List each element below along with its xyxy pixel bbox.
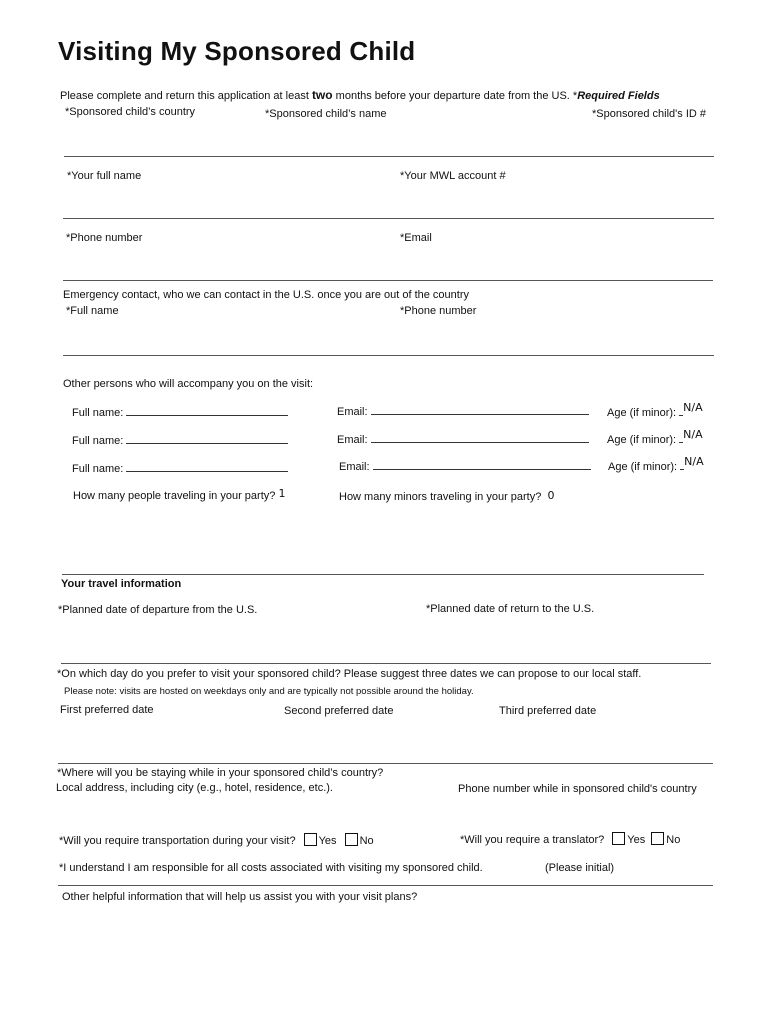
intro-text bbox=[60, 88, 660, 102]
transport-no-checkbox[interactable] bbox=[345, 833, 358, 846]
transport-no-label: No bbox=[359, 835, 374, 847]
companion-email-blank[interactable] bbox=[371, 432, 589, 443]
companion-2-email[interactable] bbox=[337, 432, 589, 446]
companion-age-value: N/A bbox=[683, 401, 703, 414]
party-size-question bbox=[73, 489, 285, 502]
second-date-label: Second preferred date bbox=[284, 705, 394, 717]
companion-age-label: Age (if minor): bbox=[607, 407, 677, 419]
intro-before: Please complete and return this application at least bbox=[60, 90, 312, 102]
transport-yes-label: Yes bbox=[318, 835, 337, 847]
visit-question: *On which day do you prefer to visit your sponsored child? Please suggest three dates we can propose to our local staff. bbox=[57, 668, 642, 680]
companion-email-label: Email: bbox=[339, 461, 370, 473]
companion-1-email[interactable] bbox=[337, 404, 589, 418]
companions-line bbox=[62, 574, 704, 575]
other-info-label: Other helpful information that will help us assist you with your visit plans? bbox=[62, 891, 418, 903]
companion-2-name[interactable] bbox=[72, 433, 288, 447]
email-label: *Email bbox=[400, 232, 432, 244]
companion-email-blank[interactable] bbox=[371, 404, 589, 415]
travel-heading: Your travel information bbox=[61, 578, 182, 590]
child-name-label: *Sponsored child’s name bbox=[265, 108, 387, 120]
emergency-heading: Emergency contact, who we can contact in the U.S. once you are out of the country bbox=[63, 289, 470, 301]
companion-age-label: Age (if minor): bbox=[607, 434, 677, 446]
costs-line bbox=[58, 885, 713, 886]
companion-1-name[interactable] bbox=[72, 405, 288, 419]
transport-question-row bbox=[59, 833, 374, 847]
page-title: Visiting My Sponsored Child bbox=[58, 36, 416, 66]
address-label: Local address, including city (e.g., hotel, residence, etc.). bbox=[56, 782, 333, 794]
translator-no-checkbox[interactable] bbox=[651, 832, 664, 845]
companion-1-age[interactable] bbox=[607, 401, 703, 419]
third-date-label: Third preferred date bbox=[499, 705, 597, 717]
companion-name-label: Full name: bbox=[72, 435, 124, 447]
child-country-label: *Sponsored child’s country bbox=[65, 106, 196, 118]
minors-label: How many minors traveling in your party? bbox=[339, 491, 542, 503]
companion-3-email[interactable] bbox=[339, 459, 591, 473]
companion-age-value: N/A bbox=[684, 455, 704, 468]
departure-label: *Planned date of departure from the U.S. bbox=[58, 604, 258, 616]
emergency-name-label: *Full name bbox=[66, 305, 119, 317]
party-size-value[interactable]: 1 bbox=[278, 487, 286, 500]
intro-emphasis: two bbox=[311, 88, 333, 102]
account-label: *Your MWL account # bbox=[400, 170, 506, 182]
emergency-phone-label: *Phone number bbox=[400, 305, 477, 317]
translator-question: *Will you require a translator? bbox=[460, 834, 605, 846]
companion-2-age[interactable] bbox=[607, 428, 703, 446]
child-info-line[interactable] bbox=[64, 156, 714, 157]
translator-question-row bbox=[460, 832, 680, 846]
translator-yes-label: Yes bbox=[627, 834, 646, 846]
companion-3-name[interactable] bbox=[72, 461, 288, 475]
initial-label[interactable]: (Please initial) bbox=[545, 862, 615, 874]
first-date-label: First preferred date bbox=[60, 704, 154, 716]
companion-name-label: Full name: bbox=[72, 407, 124, 419]
phone-label: *Phone number bbox=[66, 232, 143, 244]
companion-age-value: N/A bbox=[683, 428, 703, 441]
intro-after: months before your departure date from the US. * bbox=[332, 90, 578, 102]
companion-name-label: Full name: bbox=[72, 463, 124, 475]
companion-email-blank[interactable] bbox=[373, 459, 591, 470]
stay-question: *Where will you be staying while in your sponsored child’s country? bbox=[57, 767, 384, 779]
return-label: *Planned date of return to the U.S. bbox=[426, 603, 595, 615]
minors-value[interactable]: 0 bbox=[547, 489, 555, 502]
phone-email-line[interactable] bbox=[63, 280, 713, 281]
companion-3-age[interactable] bbox=[608, 455, 704, 473]
companion-email-label: Email: bbox=[337, 406, 368, 418]
visit-note: Please note: visits are hosted on weekdays only and are typically not possible around the holiday. bbox=[64, 686, 474, 697]
translator-yes-checkbox[interactable] bbox=[612, 832, 625, 845]
preferred-dates-line[interactable] bbox=[58, 763, 713, 764]
translator-no-label: No bbox=[666, 834, 681, 846]
companion-name-blank[interactable] bbox=[126, 433, 288, 444]
stay-phone-label: Phone number while in sponsored child's country bbox=[458, 783, 697, 795]
companion-age-label: Age (if minor): bbox=[608, 461, 678, 473]
minors-question bbox=[339, 490, 554, 503]
costs-statement: *I understand I am responsible for all costs associated with visiting my sponsored child. bbox=[59, 862, 483, 874]
companions-heading: Other persons who will accompany you on the visit: bbox=[63, 378, 314, 390]
name-account-line[interactable] bbox=[63, 218, 714, 219]
companion-email-label: Email: bbox=[337, 434, 368, 446]
companion-name-blank[interactable] bbox=[126, 461, 288, 472]
child-id-label: *Sponsored child's ID # bbox=[592, 108, 706, 120]
transport-question: *Will you require transportation during your visit? bbox=[59, 835, 296, 847]
travel-dates-line[interactable] bbox=[61, 663, 711, 664]
transport-yes-checkbox[interactable] bbox=[304, 833, 317, 846]
required-note: Required Fields bbox=[577, 90, 660, 102]
party-size-label: How many people traveling in your party? bbox=[73, 490, 276, 502]
companion-name-blank[interactable] bbox=[126, 405, 288, 416]
full-name-label: *Your full name bbox=[67, 170, 142, 182]
emergency-line[interactable] bbox=[63, 355, 714, 356]
